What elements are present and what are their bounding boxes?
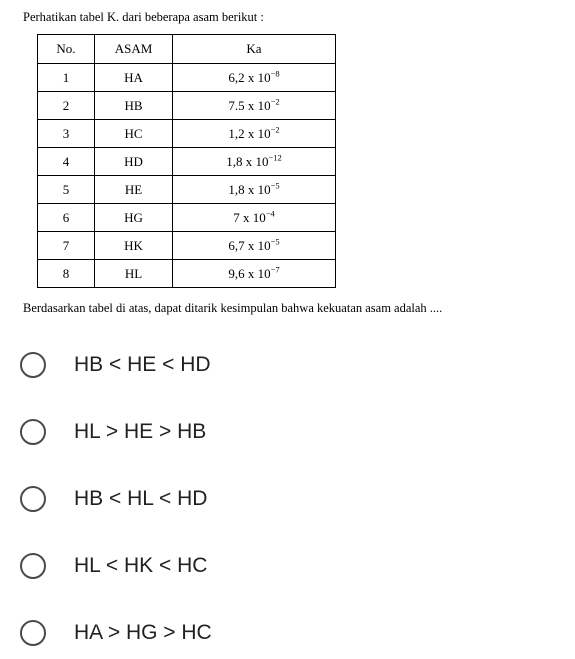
row-ka [173, 204, 336, 232]
ka-exponent: −5 [270, 180, 280, 191]
row-acid: HE [95, 176, 173, 204]
option-label: HB < HE < HD [74, 353, 211, 376]
ka-exponent: −2 [270, 96, 280, 107]
row-acid: HC [95, 120, 173, 148]
row-ka [173, 176, 336, 204]
acid-ka-table [37, 34, 336, 288]
row-ka [173, 64, 336, 92]
row-ka [173, 120, 336, 148]
header-acid: ASAM [95, 35, 173, 64]
option-label: HA > HG > HC [74, 621, 212, 644]
ka-exponent: −4 [265, 208, 275, 219]
ka-base: 1,8 x 10 [226, 153, 269, 169]
table-row [38, 260, 336, 288]
radio-button-icon[interactable] [20, 486, 46, 512]
row-no: 1 [38, 64, 95, 92]
ka-exponent: −5 [270, 236, 280, 247]
table-header-row [38, 35, 336, 64]
ka-base: 7 x 10 [233, 209, 266, 225]
question-intro: Perhatikan tabel K. dari beberapa asam berikut : [23, 10, 264, 24]
ka-base: 6,7 x 10 [228, 237, 271, 253]
ka-exponent: −8 [270, 68, 280, 79]
table-row [38, 92, 336, 120]
radio-button-icon[interactable] [20, 419, 46, 445]
ka-exponent: −12 [268, 152, 282, 163]
ka-exponent: −7 [270, 264, 280, 275]
header-no: No. [38, 35, 95, 64]
row-ka [173, 260, 336, 288]
header-ka: Ka [173, 35, 336, 64]
option-e[interactable] [20, 615, 212, 651]
row-no: 3 [38, 120, 95, 148]
row-no: 8 [38, 260, 95, 288]
table-row [38, 176, 336, 204]
radio-button-icon[interactable] [20, 553, 46, 579]
option-label: HB < HL < HD [74, 487, 208, 510]
row-ka [173, 92, 336, 120]
row-acid: HB [95, 92, 173, 120]
table-row [38, 120, 336, 148]
table-row [38, 232, 336, 260]
option-b[interactable] [20, 414, 206, 450]
ka-exponent: −2 [270, 124, 280, 135]
ka-base: 9,6 x 10 [228, 265, 271, 281]
row-acid: HK [95, 232, 173, 260]
radio-button-icon[interactable] [20, 620, 46, 646]
table-row [38, 148, 336, 176]
row-no: 2 [38, 92, 95, 120]
row-ka [173, 232, 336, 260]
row-no: 5 [38, 176, 95, 204]
ka-base: 1,8 x 10 [228, 181, 271, 197]
ka-base: 7.5 x 10 [228, 97, 271, 113]
ka-base: 1,2 x 10 [228, 125, 271, 141]
ka-base: 6,2 x 10 [228, 69, 271, 85]
row-acid: HL [95, 260, 173, 288]
row-acid: HA [95, 64, 173, 92]
row-acid: HD [95, 148, 173, 176]
row-acid: HG [95, 204, 173, 232]
option-c[interactable] [20, 481, 207, 517]
row-no: 4 [38, 148, 95, 176]
radio-button-icon[interactable] [20, 352, 46, 378]
row-no: 7 [38, 232, 95, 260]
table-row [38, 204, 336, 232]
row-no: 6 [38, 204, 95, 232]
row-ka [173, 148, 336, 176]
option-label: HL > HE > HB [74, 420, 207, 443]
table-row [38, 64, 336, 92]
option-a[interactable] [20, 347, 211, 383]
option-label: HL < HK < HC [74, 554, 208, 577]
option-d[interactable] [20, 548, 207, 584]
question-prompt: Berdasarkan tabel di atas, dapat ditarik kesimpulan bahwa kekuatan asam adalah .... [23, 301, 443, 315]
